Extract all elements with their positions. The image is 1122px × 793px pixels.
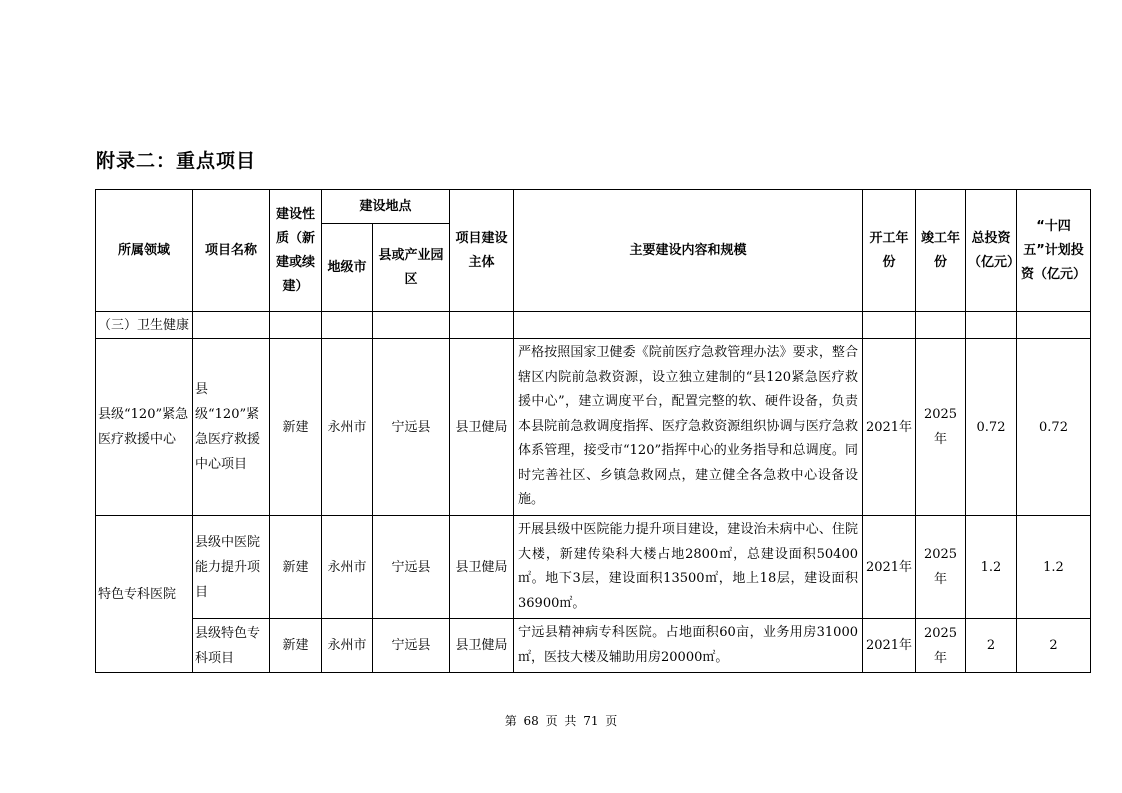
header-total-investment: 总投资（亿元） [966, 190, 1017, 312]
row-content: 严格按照国家卫健委《院前医疗急救管理办法》要求，整合辖区内院前急救资源，设立独立建制的“县120紧急医疗救援中心”，建立调度平台，配置完整的软、硬件设备，负责本县院前急救调度指挥、医疗急救资源组织协调与医疗急救体系管理，接受市“120”指挥中心的业务指导和总调度。同时完善社区、乡镇急救网点，建立健全各急救中心设备设施。 [514, 339, 863, 516]
header-end-year: 竣工年份 [916, 190, 966, 312]
row-plan-investment: 0.72 [1017, 339, 1091, 516]
header-project-name: 项目名称 [193, 190, 270, 312]
header-nature: 建设性质（新建或续建） [270, 190, 322, 312]
row-end-year: 2025年 [916, 516, 966, 619]
row-county: 宁远县 [373, 339, 450, 516]
row-content: 宁远县精神病专科医院。占地面积60亩，业务用房31000㎡，医技大楼及辅助用房20000㎡。 [514, 619, 863, 673]
row-nature: 新建 [270, 619, 322, 673]
row-nature: 新建 [270, 516, 322, 619]
row-project-name: 县级特色专科项目 [193, 619, 270, 673]
row-total-investment: 2 [966, 619, 1017, 673]
row-start-year: 2021年 [863, 619, 916, 673]
row-end-year: 2025年 [916, 339, 966, 516]
row-project-name: 县级中医院能力提升项目 [193, 516, 270, 619]
row-total-investment: 0.72 [966, 339, 1017, 516]
row-project-name: 县级“120”紧急医疗救援中心项目 [193, 339, 270, 516]
section-label: （三）卫生健康 [96, 312, 193, 339]
header-city: 地级市 [322, 224, 373, 312]
row-nature: 新建 [270, 339, 322, 516]
key-projects-table [95, 189, 1091, 673]
row-city: 永州市 [322, 619, 373, 673]
header-domain: 所属领域 [96, 190, 193, 312]
header-content: 主要建设内容和规模 [514, 190, 863, 312]
row-domain: 县级“120”紧急医疗救援中心 [96, 339, 193, 516]
row-domain: 特色专科医院 [96, 516, 193, 673]
page-title: 附录二：重点项目 [96, 150, 257, 172]
header-start-year: 开工年份 [863, 190, 916, 312]
row-start-year: 2021年 [863, 516, 916, 619]
row-county: 宁远县 [373, 516, 450, 619]
row-total-investment: 1.2 [966, 516, 1017, 619]
header-location-group: 建设地点 [322, 190, 450, 224]
header-owner: 项目建设主体 [450, 190, 514, 312]
page-number: 第 68 页 共 71 页 [504, 714, 618, 728]
row-plan-investment: 2 [1017, 619, 1091, 673]
row-content: 开展县级中医院能力提升项目建设，建设治未病中心、住院大楼，新建传染科大楼占地2800㎡，总建设面积50400㎡。地下3层，建设面积13500㎡，地上18层，建设面积36900㎡。 [514, 516, 863, 619]
row-city: 永州市 [322, 516, 373, 619]
row-city: 永州市 [322, 339, 373, 516]
row-county: 宁远县 [373, 619, 450, 673]
row-end-year: 2025年 [916, 619, 966, 673]
header-plan-investment: “十四五”计划投资（亿元） [1017, 190, 1091, 312]
row-owner: 县卫健局 [450, 619, 514, 673]
row-owner: 县卫健局 [450, 516, 514, 619]
header-county: 县或产业园区 [373, 224, 450, 312]
row-plan-investment: 1.2 [1017, 516, 1091, 619]
row-owner: 县卫健局 [450, 339, 514, 516]
row-start-year: 2021年 [863, 339, 916, 516]
